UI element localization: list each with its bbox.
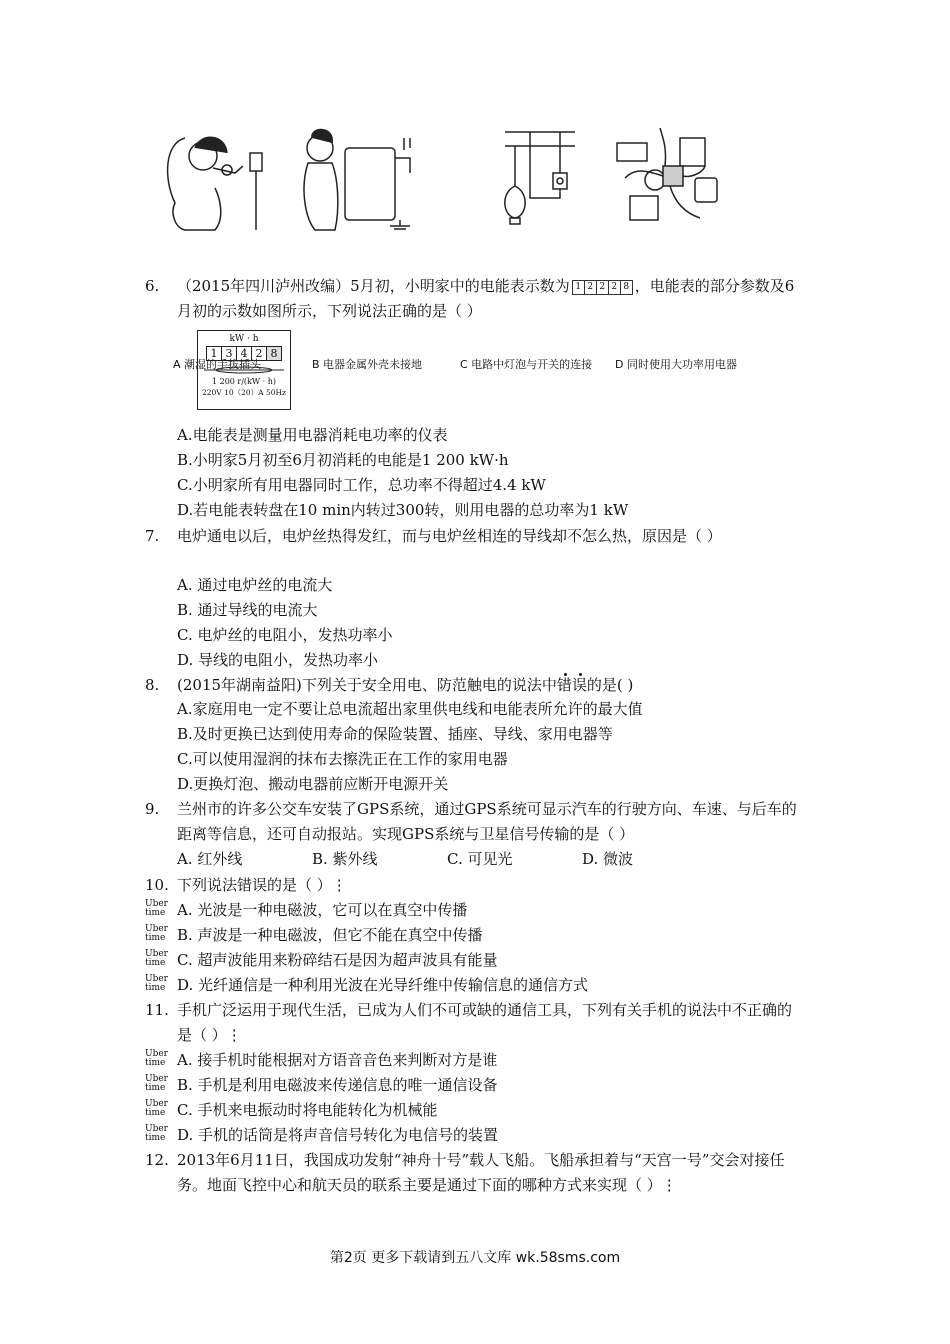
question-text: 2013年6月11日，我国成功发射“神舟十号”载人飞船。飞船承担着与“天宫一号”交会对接任务。地面飞控中心和航天员的联系主要是通过下面的哪种方式来实现（ ）⋮ (177, 1151, 785, 1194)
q11-option-a: A. 接手机时能根据对方语音音色来判断对方是谁 (177, 1051, 498, 1069)
caption-b: B 电器金属外壳未接地 (312, 358, 423, 371)
q11-option-b: B. 手机是利用电磁波来传递信息的唯一通信设备 (177, 1076, 498, 1094)
digit: 2 (252, 347, 267, 360)
ubertime-lead: U (145, 1124, 153, 1134)
question-number: 11. (145, 1001, 169, 1019)
question-text: 手机广泛运用于现代生活，已成为人们不可或缺的通信工具，下列有关手机的说法中不正确的是（ ）⋮ (177, 1001, 793, 1044)
ubertime-lead: U (145, 899, 153, 909)
question-text: 电炉通电以后，电炉丝热得发红，而与电炉丝相连的导线却不怎么热，原因是（ ） (177, 527, 722, 545)
digit: 2 (585, 281, 597, 294)
caption-d: D 同时使用大功率用电器 (615, 358, 737, 371)
illustration-c (505, 132, 575, 224)
q9-options (177, 848, 717, 869)
question-text-part: ，电能表的部分参数及6月初的示数如图所示，下列说法正确的是（ ） (177, 277, 795, 320)
meter-disc-icon (200, 364, 288, 376)
meter-unit: kW · h (229, 334, 259, 344)
caption-c: C 电路中灯泡与开关的连接 (460, 358, 593, 371)
illustration-svg (155, 118, 765, 238)
q11-option-d: D. 手机的话筒是将声音信号转化为电信号的装置 (177, 1126, 499, 1144)
q6-option-a: A.电能表是测量用电器消耗电功率的仪表 (177, 426, 448, 444)
question-text (177, 673, 805, 698)
question-10 (145, 873, 805, 898)
question-12 (145, 1148, 805, 1198)
digit: 2 (597, 281, 609, 294)
ubertime-lead: U (145, 924, 153, 934)
ubertime-top: ber (152, 949, 168, 959)
ubertime-lead: U (145, 1074, 153, 1084)
ubertime-marker (145, 900, 167, 920)
digit: 2 (609, 281, 621, 294)
digit: 1 (207, 347, 222, 360)
question-number: 12. (145, 1151, 169, 1169)
ubertime-marker (145, 925, 167, 945)
ubertime-lead: U (145, 949, 153, 959)
question-text-part: 的是( ) (586, 676, 634, 694)
question-number: 9. (145, 800, 160, 818)
q8-option-b: B.及时更换已达到使用寿命的保险装置、插座、导线、家用电器等 (177, 725, 613, 743)
question-number: 10. (145, 876, 169, 894)
question-text: 兰州市的许多公交车安装了GPS系统，通过GPS系统可显示汽车的行驶方向、车速、与后车的距离等信息，还可自动报站。实现GPS系统与卫星信号传输的是（ ） (177, 800, 797, 843)
question-11 (145, 998, 805, 1048)
ubertime-bottom: time (145, 983, 166, 993)
question-text (177, 274, 805, 324)
q9-option-c: C. 可见光 (447, 850, 513, 868)
ubertime-top: ber (152, 974, 168, 984)
question-text-part: (2015年湖南益阳)下列关于安全用电、防范触电的说法中 (177, 676, 557, 694)
q7-option-d: D. 导线的电阻小，发热功率小 (177, 651, 379, 669)
q10-option-b: B. 声波是一种电磁波，但它不能在真空中传播 (177, 926, 483, 944)
meter-rating-1: 1 200 r/(kW · h) (211, 377, 277, 386)
ubertime-top: ber (152, 1049, 168, 1059)
meter-rating-2: 220V 10（20）A 50Hz (201, 388, 287, 397)
ubertime-marker (145, 950, 167, 970)
digit: 8 (267, 347, 281, 360)
ubertime-top: ber (152, 1099, 168, 1109)
q9-option-a: A. 红外线 (177, 850, 243, 868)
ubertime-bottom: time (145, 1108, 166, 1118)
illustration-d (617, 128, 717, 220)
q8-option-d: D.更换灯泡、搬动电器前应断开电源开关 (177, 775, 449, 793)
inline-meter-reading (572, 280, 633, 295)
ubertime-top: ber (152, 924, 168, 934)
question-9 (145, 797, 805, 847)
ubertime-top: ber (152, 1074, 168, 1084)
ubertime-marker (145, 1100, 167, 1120)
ubertime-lead: U (145, 1049, 153, 1059)
q6-option-d: D.若电能表转盘在10 min内转过300转，则用电器的总功率为1 kW (177, 501, 629, 519)
illustration-b (304, 130, 410, 230)
ubertime-marker (145, 975, 167, 995)
q7-option-a: A. 通过电炉丝的电流大 (177, 576, 333, 594)
digit: 8 (623, 281, 630, 292)
q9-option-d: D. 微波 (582, 850, 634, 868)
ubertime-marker (145, 1125, 167, 1145)
q8-option-a: A.家庭用电一定不要让总电流超出家里供电线和电能表所允许的最大值 (177, 700, 643, 718)
q10-option-a: A. 光波是一种电磁波，它可以在真空中传播 (177, 901, 468, 919)
question-8 (145, 673, 805, 698)
q8-option-c: C.可以使用湿润的抹布去擦洗正在工作的家用电器 (177, 750, 508, 768)
ubertime-lead: U (145, 974, 153, 984)
digit: 3 (222, 347, 237, 360)
question-text-part: （2015年四川泸州改编）5月初，小明家中的电能表示数为 (177, 277, 570, 295)
question-6 (145, 274, 805, 324)
caption-a: A 潮湿的手拔插头 (173, 358, 262, 371)
ubertime-bottom: time (145, 958, 166, 968)
ubertime-bottom: time (145, 908, 166, 918)
electric-meter (197, 330, 291, 410)
q11-option-c: C. 手机来电振动时将电能转化为机械能 (177, 1101, 438, 1119)
question-text: 下列说法错误的是（ ）⋮ (177, 876, 347, 894)
meter-digits (206, 346, 282, 361)
ubertime-bottom: time (145, 933, 166, 943)
illustration-a (168, 137, 262, 230)
ubertime-top: ber (152, 1124, 168, 1134)
ubertime-marker (145, 1050, 167, 1070)
ubertime-marker (145, 1075, 167, 1095)
question-number: 6. (145, 277, 160, 295)
question-7 (145, 524, 805, 549)
q10-option-c: C. 超声波能用来粉碎结石是因为超声波具有能量 (177, 951, 498, 969)
ubertime-lead: U (145, 1099, 153, 1109)
digit: 4 (237, 347, 252, 360)
ubertime-bottom: time (145, 1133, 166, 1143)
ubertime-bottom: time (145, 1083, 166, 1093)
emphasis-char: 错 (556, 676, 572, 694)
page-footer: 第2页 更多下载请到五八文库 wk.58sms.com (329, 1250, 621, 1266)
q6-option-b: B.小明家5月初至6月初消耗的电能是1 200 kW·h (177, 451, 509, 469)
ubertime-top: ber (152, 899, 168, 909)
digit: 1 (573, 281, 585, 294)
q6-option-c: C.小明家所有用电器同时工作，总功率不得超过4.4 kW (177, 476, 546, 494)
emphasis-char: 误 (571, 676, 587, 694)
q9-option-b: B. 紫外线 (312, 850, 378, 868)
q10-option-d: D. 光纤通信是一种利用光波在光导纤维中传输信息的通信方式 (177, 976, 589, 994)
q7-option-b: B. 通过导线的电流大 (177, 601, 318, 619)
question-number: 8. (145, 676, 160, 694)
question-number: 7. (145, 527, 160, 545)
ubertime-bottom: time (145, 1058, 166, 1068)
q7-option-c: C. 电炉丝的电阻小，发热功率小 (177, 626, 393, 644)
